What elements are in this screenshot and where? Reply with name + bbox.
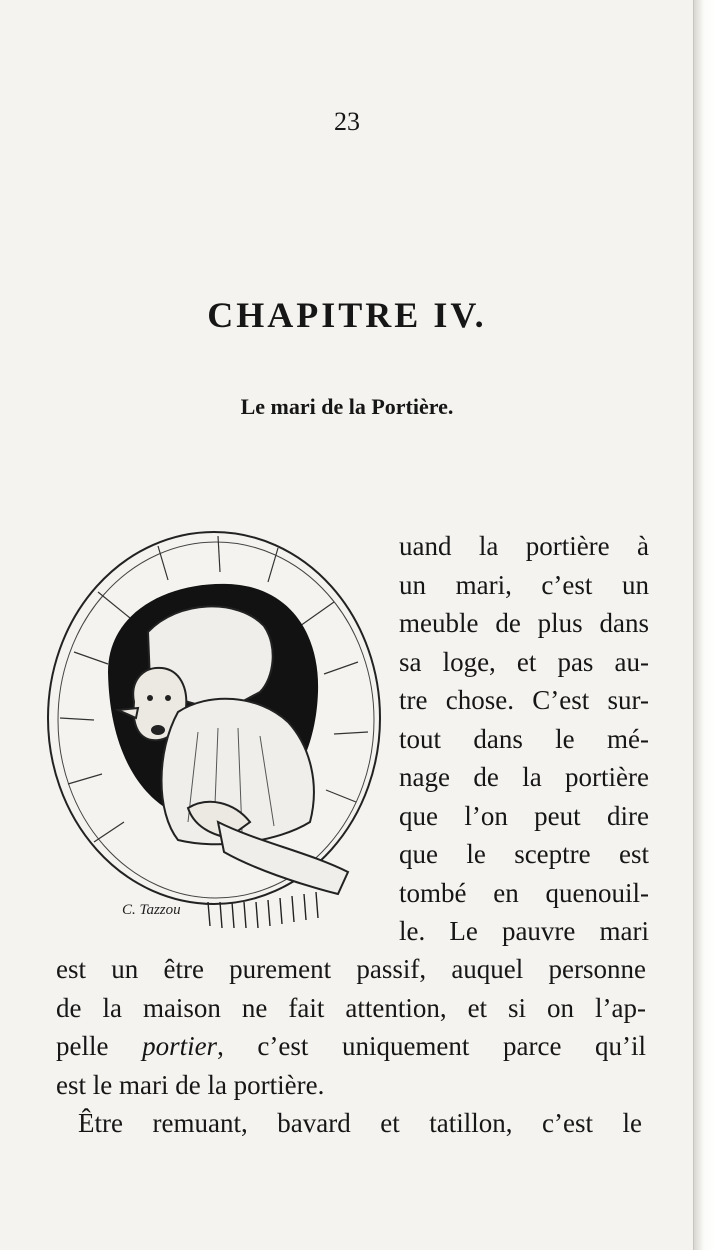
text-line: uand la portière à [399,531,649,561]
text-line: tout dans le mé- [399,723,649,754]
chapter-title: CHAPITRE IV. [207,295,487,335]
page-edge [693,0,716,1250]
text-line-with-emphasis [56,1027,646,1066]
text-line: meuble de plus dans [399,608,649,638]
text-line: sa loge, et pas au- [399,646,649,677]
page-number: 23 [334,107,360,136]
text-fragment: pelle [56,1031,109,1061]
illustration-signature: C. Tazzou [122,902,181,918]
text-fragment: , c’est uniquement parce qu’il [217,1031,646,1061]
text-line: tre chose. C’est sur- [399,685,649,715]
text-line: tombé en quenouil- [399,877,649,908]
text-line: est un être purement passif, auquel personne [56,954,646,984]
chapter-subtitle: Le mari de la Portière. [240,394,454,419]
text-line: un mari, c’est un [399,569,649,600]
text-line: nage de la portière [399,762,649,792]
text-line: que l’on peut dire [399,800,649,831]
text-line: est le mari de la portière. [56,1069,325,1100]
text-line: le. Le pauvre mari [399,916,649,946]
porter-husband-engraving-icon [38,522,390,942]
text-line: Être remuant, bavard et tatillon, c’est le [78,1108,642,1138]
emphasized-word: portier [142,1031,218,1061]
text-line: de la maison ne fait attention, et si on l’ap- [56,992,646,1023]
text-line: que le sceptre est [399,839,649,869]
